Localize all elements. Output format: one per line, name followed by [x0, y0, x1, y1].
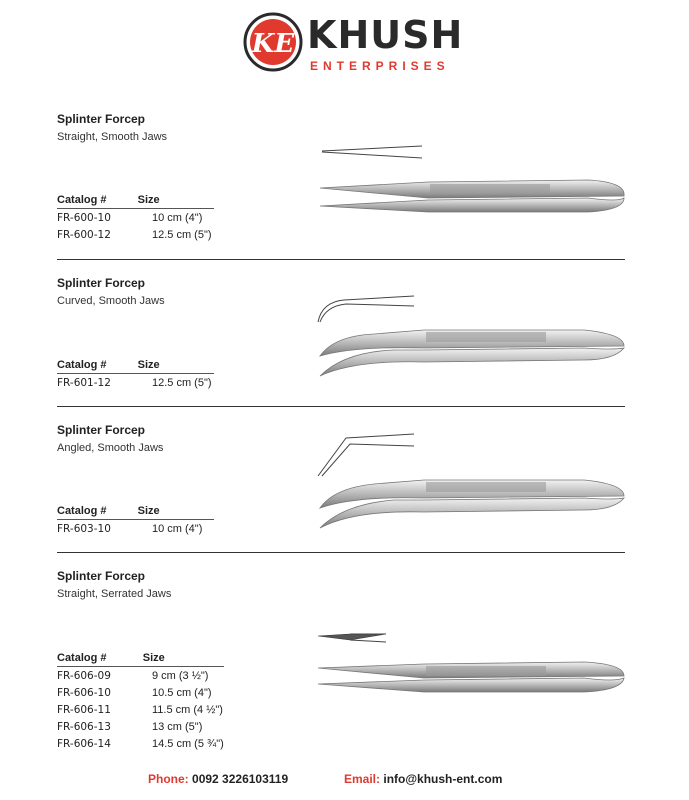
catalog-table [57, 359, 242, 391]
table-row [57, 226, 242, 243]
catalog-number: FR-606-14 [57, 737, 111, 750]
catalog-number: FR-606-09 [57, 669, 111, 682]
catalog-number: FR-606-13 [57, 720, 111, 733]
catalog-header: Catalog # [57, 652, 107, 664]
email-label: Email: [344, 772, 381, 786]
catalog-table [57, 505, 242, 537]
logo-mark-text: KE [251, 29, 295, 59]
catalog-header: Catalog # [57, 505, 107, 517]
size-value: 9 cm (3 ½") [152, 669, 209, 682]
catalog-number: FR-603-10 [57, 522, 111, 535]
forcep-straight-serrated-image [314, 628, 630, 698]
product-title: Splinter Forcep [57, 569, 146, 583]
table-header [57, 505, 214, 520]
product-subtitle: Curved, Smooth Jaws [57, 295, 165, 307]
product-subtitle: Angled, Smooth Jaws [57, 442, 164, 454]
table-row [57, 701, 242, 718]
table-row [57, 209, 242, 226]
catalog-table [57, 194, 242, 243]
table-row [57, 718, 242, 735]
catalog-header: Catalog # [57, 194, 107, 206]
size-header: Size [137, 505, 160, 517]
section-divider [57, 552, 625, 553]
logo-mark-icon [243, 12, 303, 72]
phone-label: Phone: [148, 772, 189, 786]
size-value: 14.5 cm (5 ¾") [152, 737, 224, 750]
table-row [57, 667, 242, 684]
forcep-curved-smooth-image [314, 288, 630, 380]
size-value: 10 cm (4") [152, 522, 203, 535]
table-header [57, 194, 214, 209]
product-subtitle: Straight, Smooth Jaws [57, 131, 168, 143]
table-row [57, 374, 242, 391]
catalog-number: FR-606-10 [57, 686, 111, 699]
product-title: Splinter Forcep [57, 112, 146, 126]
table-row [57, 520, 242, 537]
forcep-angled-smooth-image [314, 430, 630, 530]
size-value: 10.5 cm (4") [152, 686, 212, 699]
size-header: Size [137, 194, 160, 206]
email-contact [344, 772, 502, 786]
email-address[interactable]: info@khush-ent.com [383, 772, 503, 786]
catalog-number: FR-601-12 [57, 376, 111, 389]
size-header: Size [142, 652, 165, 664]
size-header: Size [137, 359, 160, 371]
size-value: 12.5 cm (5") [152, 376, 212, 389]
company-logo [243, 12, 464, 78]
catalog-table [57, 652, 242, 752]
product-title: Splinter Forcep [57, 276, 146, 290]
product-title: Splinter Forcep [57, 423, 146, 437]
size-value: 11.5 cm (4 ½") [152, 703, 223, 716]
size-value: 13 cm (5") [152, 720, 203, 733]
catalog-number: FR-606-11 [57, 703, 111, 716]
brand-name: KHUSH [307, 13, 464, 57]
catalog-number: FR-600-10 [57, 211, 111, 224]
table-header [57, 359, 214, 374]
section-divider [57, 259, 625, 260]
catalog-number: FR-600-12 [57, 228, 111, 241]
section-divider [57, 406, 625, 407]
size-value: 12.5 cm (5") [152, 228, 212, 241]
table-header [57, 652, 224, 667]
phone-number[interactable]: 0092 3226103119 [192, 772, 289, 786]
table-row [57, 735, 242, 752]
catalog-header: Catalog # [57, 359, 107, 371]
product-subtitle: Straight, Serrated Jaws [57, 588, 172, 600]
forcep-straight-smooth-image [318, 140, 630, 220]
size-value: 10 cm (4") [152, 211, 203, 224]
phone-contact [148, 772, 288, 786]
brand-tagline: ENTERPRISES [310, 59, 450, 73]
table-row [57, 684, 242, 701]
